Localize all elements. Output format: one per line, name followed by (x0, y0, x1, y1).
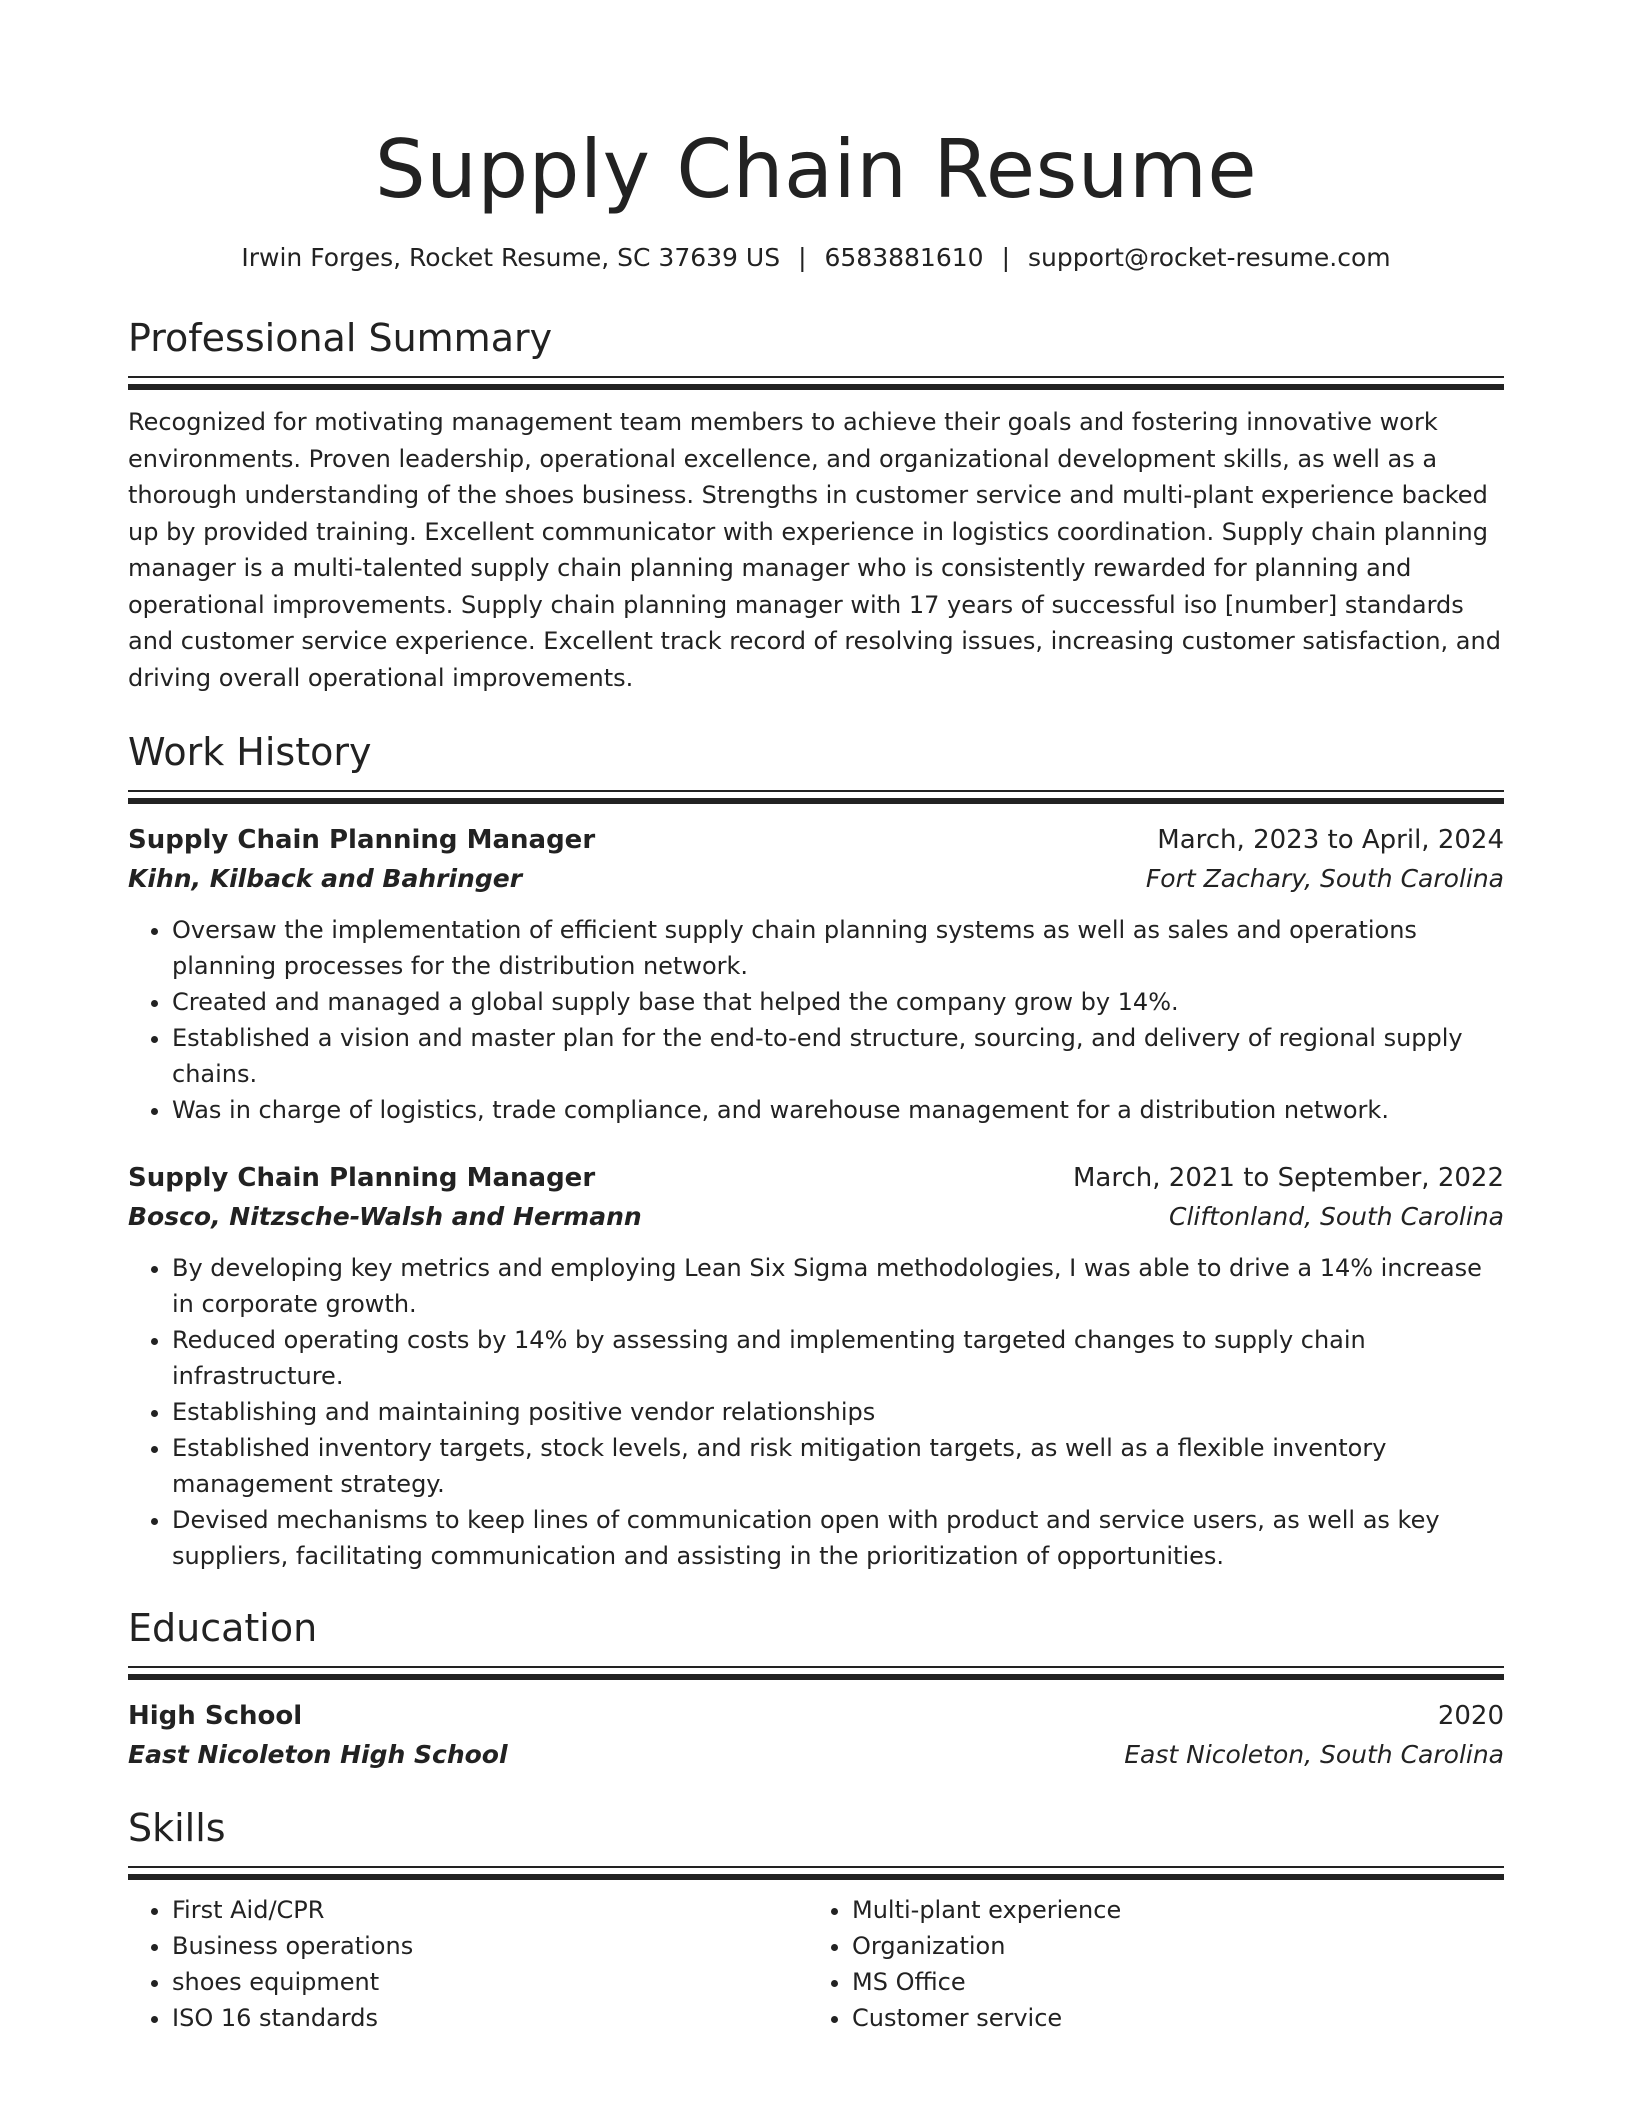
section-heading-summary: Professional Summary (128, 316, 553, 360)
education-year: 2020 (1437, 1701, 1504, 1731)
contact-separator: | (1001, 243, 1010, 272)
work-history-section (128, 726, 1504, 1574)
job-bullet: • Reduced operating costs by 14% by assessing and implementing targeted changes to supply chain infrastructure. (172, 1322, 1504, 1394)
job-bullet: • Established inventory targets, stock levels, and risk mitigation targets, as well as a flexible inventory management strategy. (172, 1430, 1504, 1502)
skills-list-right (808, 1892, 1488, 2036)
skills-columns (128, 1892, 1504, 2036)
education-school: East Nicoleton High School (128, 1740, 508, 1769)
summary-text: Recognized for motivating management team members to achieve their goals and fostering innovative work environments. Proven leadership, operational excellence, and organizational development skills, as well as a thorough understanding of the shoes business. Strengths in customer service and multi-plant experience backed up by provided training. Excellent communicator with experience in logistics coordination. Supply chain planning manager is a multi-talented supply chain planning manager who is consistently rewarded for planning and operational improvements. Supply chain planning manager with 17 years of successful iso [number] standards and customer service experience. Excellent track record of resolving issues, increasing customer satisfaction, and driving overall operational improvements. (128, 408, 1501, 692)
contact-separator: | (798, 243, 807, 272)
job-bullet: • Oversaw the implementation of efficient supply chain planning systems as well as sales and operations planning processes for the distribution network. (172, 912, 1504, 984)
education-section (128, 1602, 1504, 1774)
job-bullet: • Devised mechanisms to keep lines of communication open with product and service users, as well as key suppliers, facilitating communication and assisting in the prioritization of opportunities. (172, 1502, 1504, 1574)
section-heading-work-history: Work History (128, 730, 372, 774)
skill-item: • Organization (852, 1928, 1488, 1964)
job-bullets (128, 1250, 1504, 1574)
job-employer-row (128, 1198, 1504, 1236)
job-title: Supply Chain Planning Manager (128, 825, 596, 855)
job-header-row (128, 1158, 1504, 1198)
job-title: Supply Chain Planning Manager (128, 1163, 596, 1193)
job-entry (128, 820, 1504, 1128)
skills-section (128, 1802, 1504, 2036)
contact-phone: 6583881610 (824, 243, 984, 272)
skill-item: • Business operations (172, 1928, 808, 1964)
education-header-row (128, 1696, 1504, 1736)
skills-list-left (128, 1892, 808, 2036)
job-bullet: • Establishing and maintaining positive vendor relationships (172, 1394, 1504, 1430)
skill-item: • Customer service (852, 2000, 1488, 2036)
education-school-row (128, 1736, 1504, 1774)
skill-item: • First Aid/CPR (172, 1892, 808, 1928)
job-location: Fort Zachary, South Carolina (1145, 864, 1504, 893)
job-bullets (128, 912, 1504, 1128)
resume-title: Supply Chain Resume (374, 123, 1258, 216)
job-bullet: • By developing key metrics and employing Lean Six Sigma methodologies, I was able to drive a 14% increase in corporate growth. (172, 1250, 1504, 1322)
section-heading-education: Education (128, 1606, 318, 1650)
section-divider (128, 376, 1504, 388)
education-degree: High School (128, 1701, 303, 1731)
job-employer-row (128, 860, 1504, 898)
section-heading-skills: Skills (128, 1806, 226, 1850)
job-bullet: • Created and managed a global supply base that helped the company grow by 14%. (172, 984, 1504, 1020)
section-divider (128, 790, 1504, 802)
job-employer: Kihn, Kilback and Bahringer (128, 864, 523, 893)
job-header-row (128, 820, 1504, 860)
skill-item: • shoes equipment (172, 1964, 808, 2000)
job-location: Cliftonland, South Carolina (1169, 1202, 1504, 1231)
job-entry (128, 1158, 1504, 1574)
contact-email: support@rocket-resume.com (1028, 243, 1391, 272)
job-employer: Bosco, Nitzsche-Walsh and Hermann (128, 1202, 642, 1231)
job-dates: March, 2021 to September, 2022 (1073, 1163, 1504, 1193)
job-bullet: • Established a vision and master plan for the end-to-end structure, sourcing, and delivery of regional supply chains. (172, 1020, 1504, 1092)
job-bullet: • Was in charge of logistics, trade compliance, and warehouse management for a distribution network. (172, 1092, 1504, 1128)
section-divider (128, 1666, 1504, 1678)
section-divider (128, 1866, 1504, 1878)
contact-address: Irwin Forges, Rocket Resume, SC 37639 US (241, 243, 781, 272)
job-dates: March, 2023 to April, 2024 (1157, 825, 1504, 855)
skill-item: • Multi-plant experience (852, 1892, 1488, 1928)
skill-item: • MS Office (852, 1964, 1488, 2000)
education-entry (128, 1696, 1504, 1774)
education-location: East Nicoleton, South Carolina (1124, 1740, 1504, 1769)
skill-item: • ISO 16 standards (172, 2000, 808, 2036)
contact-line (128, 240, 1504, 276)
summary-section (128, 312, 1504, 696)
